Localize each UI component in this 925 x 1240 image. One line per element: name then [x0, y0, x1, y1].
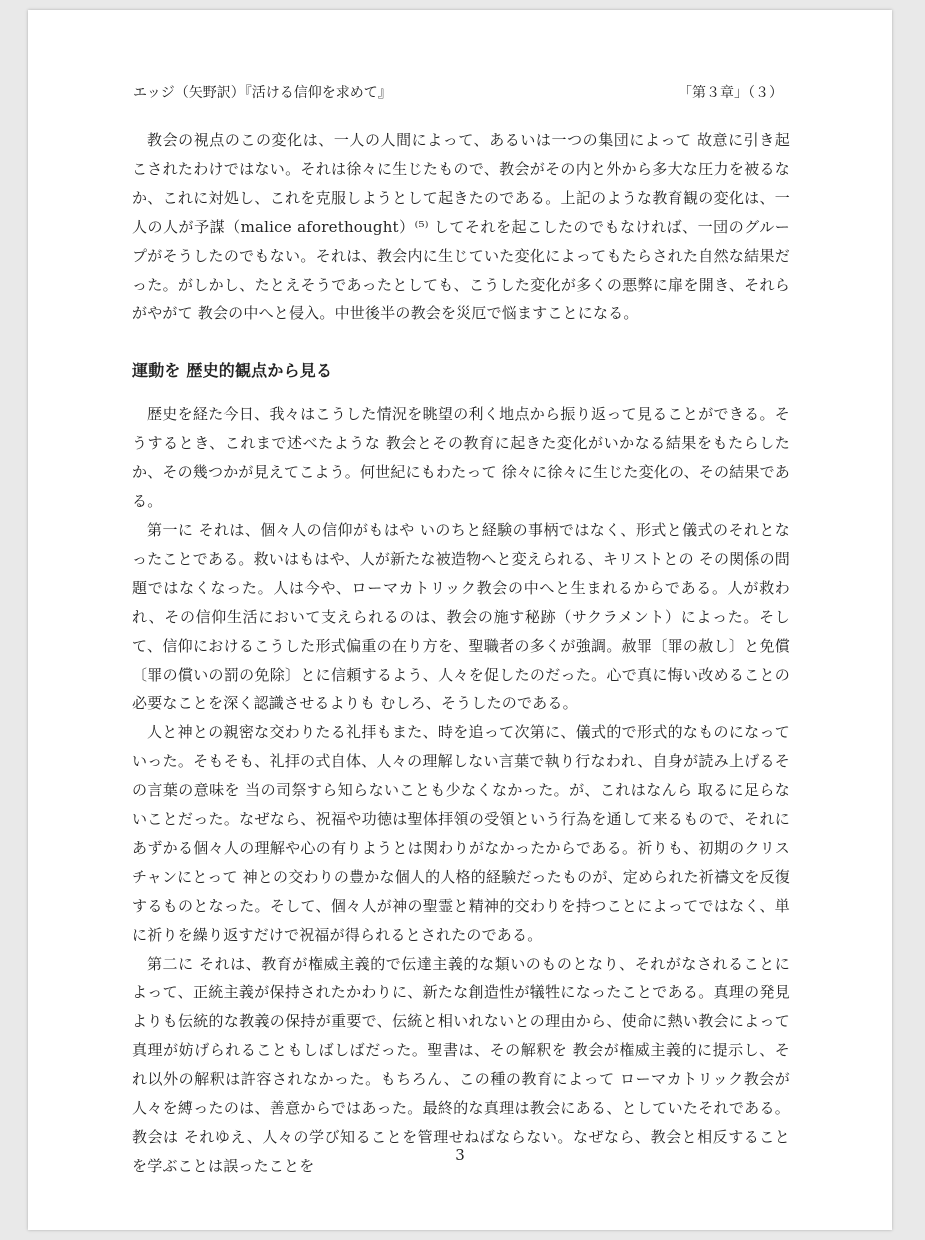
header-book-title: エッジ（矢野訳）『活ける信仰を求めて』	[133, 85, 392, 101]
section-heading: 運動を 歴史的観点から見る	[132, 361, 333, 381]
paragraph: 人と神との親密な交わりたる礼拝もまた、時を追って次第に、儀式的で形式的なものになっていった。そもそも、礼拝の式自体、人々の理解しない言葉で執り行なわれ、自身が読み上げるその言葉の意味を 当の司祭すら知らないことも少なくなかった。が、これはなんら 取るに足らないことだった。なぜなら、祝福や功徳は聖体拝領の受領という行為を通して来るもので、それにあずかる個々人の理解や心の有りようとは関わりがなかったからである。祈りも、初期のクリスチャンにとって 神との交わりの豊かな個人的人格的経験だったものが、定められた祈禱文を反復するものとなった。そして、個々人が神の聖霊と精神的交わりを持つことによってではなく、単に祈りを繰り返すだけで祝福が得られるとされたのである。	[132, 723, 790, 944]
body-text	[132, 126, 790, 1181]
paragraph: 第一に それは、個々人の信仰がもはや いのちと経験の事柄ではなく、形式と儀式のそれとなったことである。救いはもはや、人が新たな被造物へと変えられる、キリストとの その関係の問題ではなくなった。人は今や、ローマカトリック教会の中へと生まれるからである。人が救われ、その信仰生活において支えられるのは、教会の施す秘跡（サクラメント）によった。そして、信仰におけるこうした形式偏重の在り方を、聖職者の多くが強調。赦罪〔罪の赦し〕と免償〔罪の償いの罰の免除〕とに信頼するよう、人々を促したのだった。心で真に悔い改めることの必要なことを深く認識させるよりも むしろ、そうしたのである。	[132, 520, 790, 713]
document-page	[28, 10, 892, 1230]
paragraph: 歴史を経た今日、我々はこうした情況を眺望の利く地点から振り返って見ることができる。そうするとき、これまで述べたような 教会とその教育に起きた変化がいかなる結果をもたらしたか、その幾つかが見えてこよう。何世紀にもわたって 徐々に徐々に生じた変化の、その結果である。	[132, 405, 790, 511]
header-chapter: 「第３章」（３）	[678, 85, 783, 101]
page-number: 3	[455, 1146, 465, 1164]
paragraph: 教会の視点のこの変化は、一人の人間によって、あるいは一つの集団によって 故意に引き起こされたわけではない。それは徐々に生じたもので、教会がその内と外から多大な圧力を被るなか、これに対処し、これを克服しようとして起きたのである。上記のような教育観の変化は、一人の人が予謀（malice aforethought）⁽⁵⁾ してそれを起こしたのでもなければ、一団のグループがそうしたのでもない。それは、教会内に生じていた変化によってもたらされた自然な結果だった。がしかし、たとえそうであったとしても、こうした変化が多くの悪弊に扉を開き、それらがやがて 教会の中へと侵入。中世後半の教会を災厄で悩ますことになる。	[132, 131, 790, 323]
paragraph: 第二に それは、教育が権威主義的で伝達主義的な類いのものとなり、それがなされることによって、正統主義が保持されたかわりに、新たな創造性が犠牲になったことである。真理の発見よりも伝統的な教義の保持が重要で、伝統と相いれないとの理由から、使命に熱い教会によって 真理が妨げられることもしばしばだった。聖書は、その解釈を 教会が権威主義的に提示し、それ以外の解釈は許容されなかった。もちろん、この種の教育によって ローマカトリック教会が人々を縛ったのは、善意からではあった。最終的な真理は教会にある、としていたそれである。教会は それゆえ、人々の学び知ることを管理せねばならない。なぜなら、教会と相反することを学ぶことは誤ったことを	[132, 954, 790, 1175]
